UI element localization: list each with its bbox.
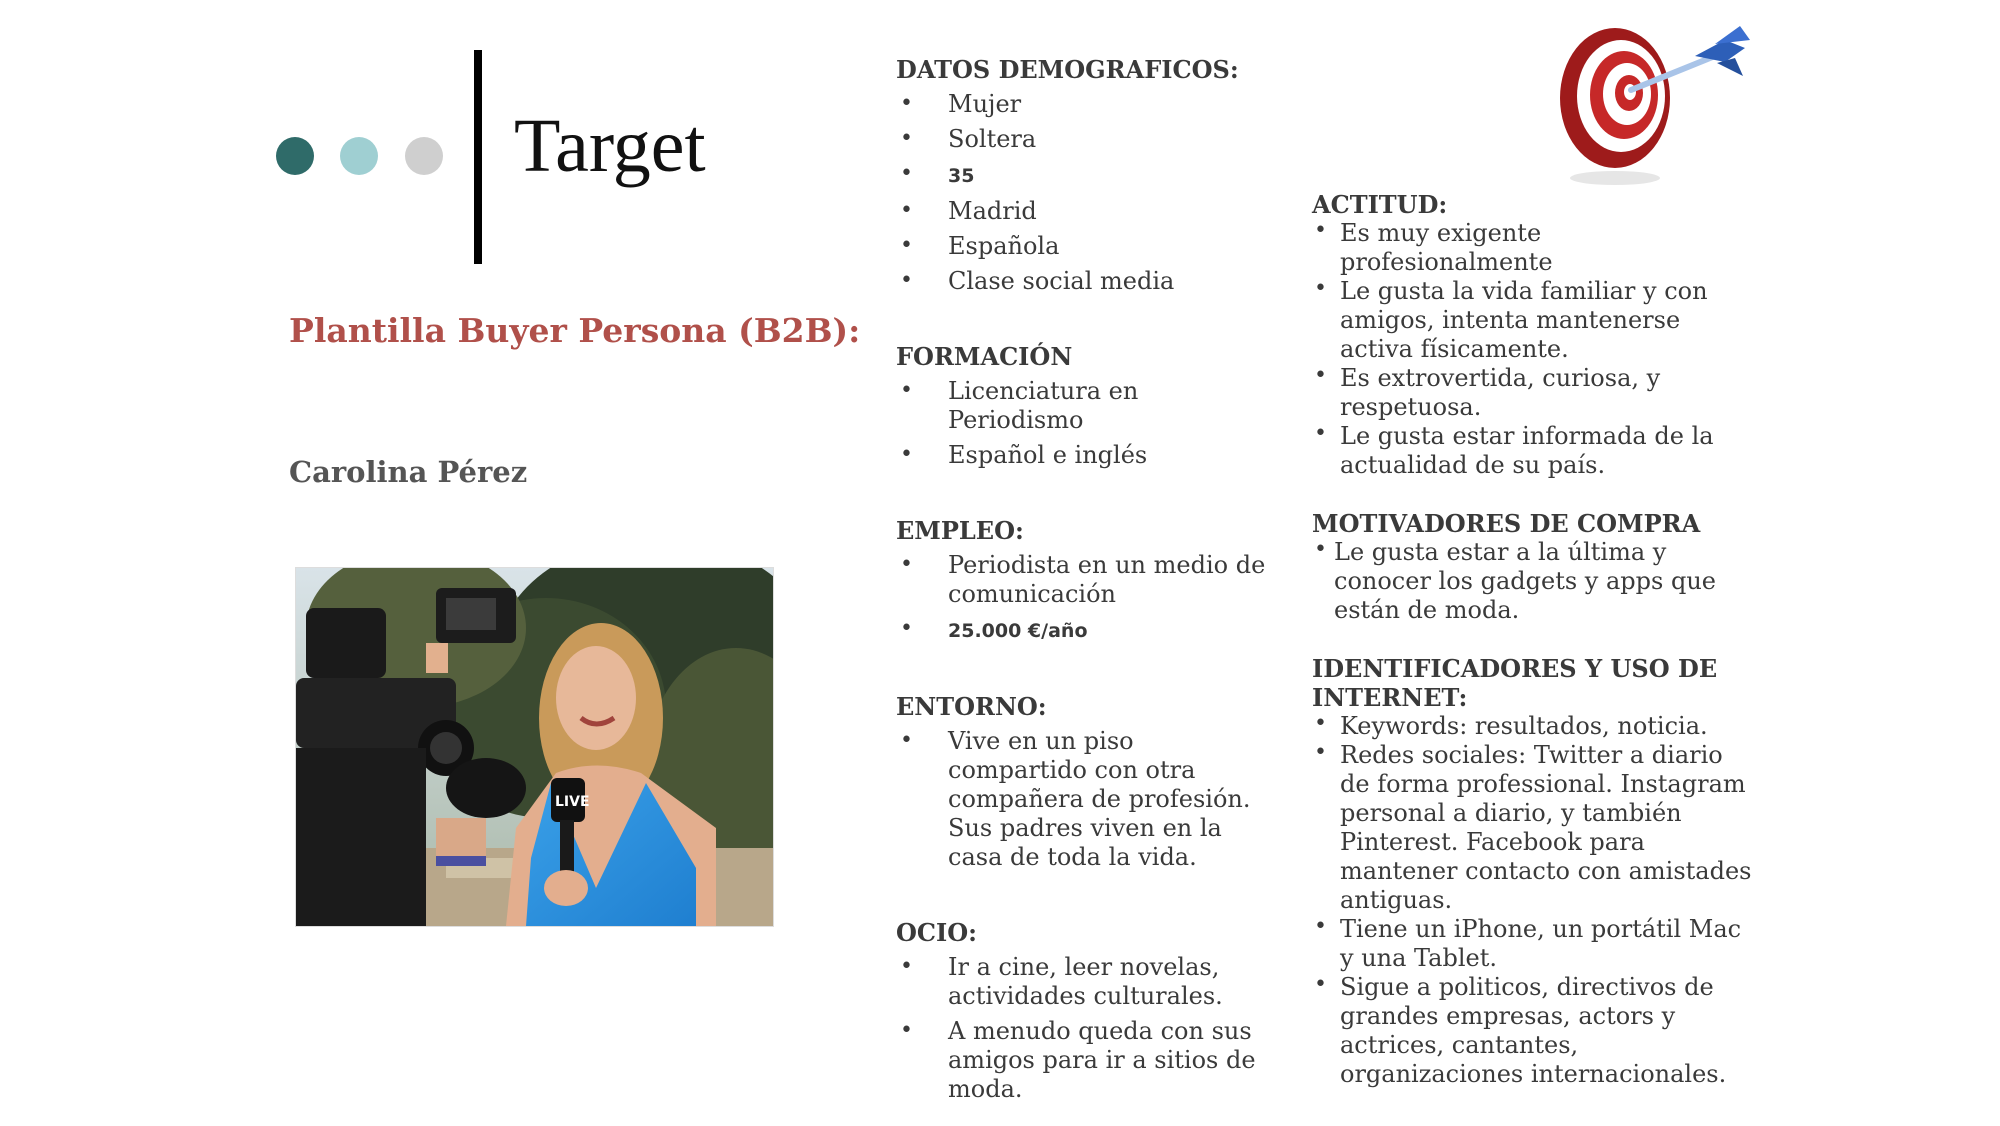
list-item [896,232,1276,261]
bullet-icon: • [1314,972,1327,997]
section-heading: OCIO: [896,918,977,947]
bullet-icon: • [900,616,913,641]
dartboard-icon [1545,18,1755,188]
list-item-text: Clase social media [948,267,1175,295]
list-item [896,953,1276,1011]
list-item [896,267,1276,296]
bullet-list [896,727,1276,872]
list-item-text: Periodista en un medio de comunicación [948,551,1266,608]
list-item-text: Licenciatura en Periodismo [948,377,1139,434]
template-subtitle: Plantilla Buyer Persona (B2B): [289,311,861,350]
section-heading: ACTITUD: [1312,190,1448,219]
section-heading: IDENTIFICADORES Y USO DE INTERNET: [1312,654,1718,712]
list-item [1312,364,1752,422]
list-item-text: Le gusta la vida familiar y con amigos, intenta mantenerse activa físicamente. [1340,277,1708,363]
bullet-icon: • [900,1018,913,1043]
section-entorno [896,692,1276,872]
bullet-list [896,377,1276,470]
bullet-icon: • [1314,740,1327,765]
list-item [1312,219,1752,277]
bullet-icon: • [900,233,913,258]
list-item [1312,538,1752,625]
dot-dark [276,137,314,175]
list-item-text: Es muy exigente profesionalmente [1340,219,1553,276]
section-heading: MOTIVADORES DE COMPRA [1312,509,1701,538]
list-item-text: Ir a cine, leer novelas, actividades culturales. [948,953,1223,1010]
bullet-icon: • [900,442,913,467]
section-heading: DATOS DEMOGRAFICOS: [896,55,1239,84]
section-heading: ENTORNO: [896,692,1047,721]
bullet-icon: • [900,268,913,293]
bullet-list [896,90,1276,296]
list-item [1312,712,1752,741]
list-item [896,441,1276,470]
bullet-icon: • [1314,363,1327,388]
reporter-photo-illustration [296,568,773,926]
bullet-list [1312,712,1752,1089]
list-item [896,377,1276,435]
bullet-icon: • [1314,218,1327,243]
list-item [896,125,1276,154]
bullet-icon: • [1314,914,1327,939]
dot-light-teal [340,137,378,175]
bullet-list [896,953,1276,1104]
section-actitud [1312,190,1752,480]
section-ocio [896,918,1276,1104]
list-item-text: Español e inglés [948,441,1148,469]
list-item-text: Le gusta estar informada de la actualidad de su país. [1340,422,1714,479]
bullet-list [896,551,1276,646]
list-item-text: Mujer [948,90,1022,118]
bullet-icon: • [900,728,913,753]
page-title: Target [514,104,706,188]
list-item-text: Vive en un piso compartido con otra compañera de profesión. Sus padres viven en la casa de toda la vida. [948,727,1251,871]
section-formacion [896,342,1276,470]
bullet-icon: • [900,552,913,577]
bullet-icon: • [900,126,913,151]
bullet-icon: • [1314,711,1327,736]
dot-grey [405,137,443,175]
list-item [1312,422,1752,480]
list-item [896,615,1276,646]
list-item-text: Redes sociales: Twitter a diario de forma professional. Instagram personal a diario, y también Pinterest. Facebook para mantener contacto con amistades antiguas. [1340,741,1752,914]
bullet-icon: • [900,91,913,116]
list-item [1312,915,1752,973]
section-heading: EMPLEO: [896,516,1024,545]
section-heading: FORMACIÓN [896,342,1073,371]
list-item-text: Keywords: resultados, noticia. [1340,712,1708,740]
list-item-text: Sigue a politicos, directivos de grandes empresas, actors y actrices, cantantes, organizaciones internacionales. [1340,973,1727,1088]
bullet-icon: • [1314,421,1327,446]
list-item [896,551,1276,609]
list-item [1312,741,1752,915]
persona-photo [295,567,774,927]
attitude-column [1312,190,1752,1089]
list-item [896,160,1276,191]
list-item [1312,973,1752,1089]
title-divider [474,50,482,264]
list-item [896,727,1276,872]
section-datos-demograficos [896,55,1276,296]
list-item [896,197,1276,226]
section-empleo [896,516,1276,646]
list-item-text: Tiene un iPhone, un portátil Mac y una Tablet. [1340,915,1742,972]
list-item-text: A menudo queda con sus amigos para ir a sitios de moda. [948,1017,1256,1103]
list-item-text: Soltera [948,125,1037,153]
list-item-text: Española [948,232,1060,260]
bullet-icon: • [900,198,913,223]
list-item [1312,277,1752,364]
bullet-icon: • [900,954,913,979]
demographics-column [896,55,1276,1126]
bullet-icon: • [1314,276,1327,301]
bullet-list [1312,219,1752,480]
section-identificadores-internet [1312,654,1752,1089]
bullet-icon: • [900,161,913,186]
list-item [896,1017,1276,1104]
list-item-text: Es extrovertida, curiosa, y respetuosa. [1340,364,1661,421]
list-item-text: Madrid [948,197,1037,225]
bullet-icon: • [900,378,913,403]
bullet-list [1312,538,1752,625]
list-item-text: 35 [948,165,975,187]
section-motivadores-de-compra [1312,509,1752,625]
list-item-text: 25.000 €/año [948,620,1088,642]
bullet-icon: • [1314,537,1327,562]
persona-name: Carolina Pérez [289,455,528,489]
list-item-text: Le gusta estar a la última y conocer los gadgets y apps que están de moda. [1334,538,1716,624]
list-item [896,90,1276,119]
mic-label: LIVE [555,794,590,810]
